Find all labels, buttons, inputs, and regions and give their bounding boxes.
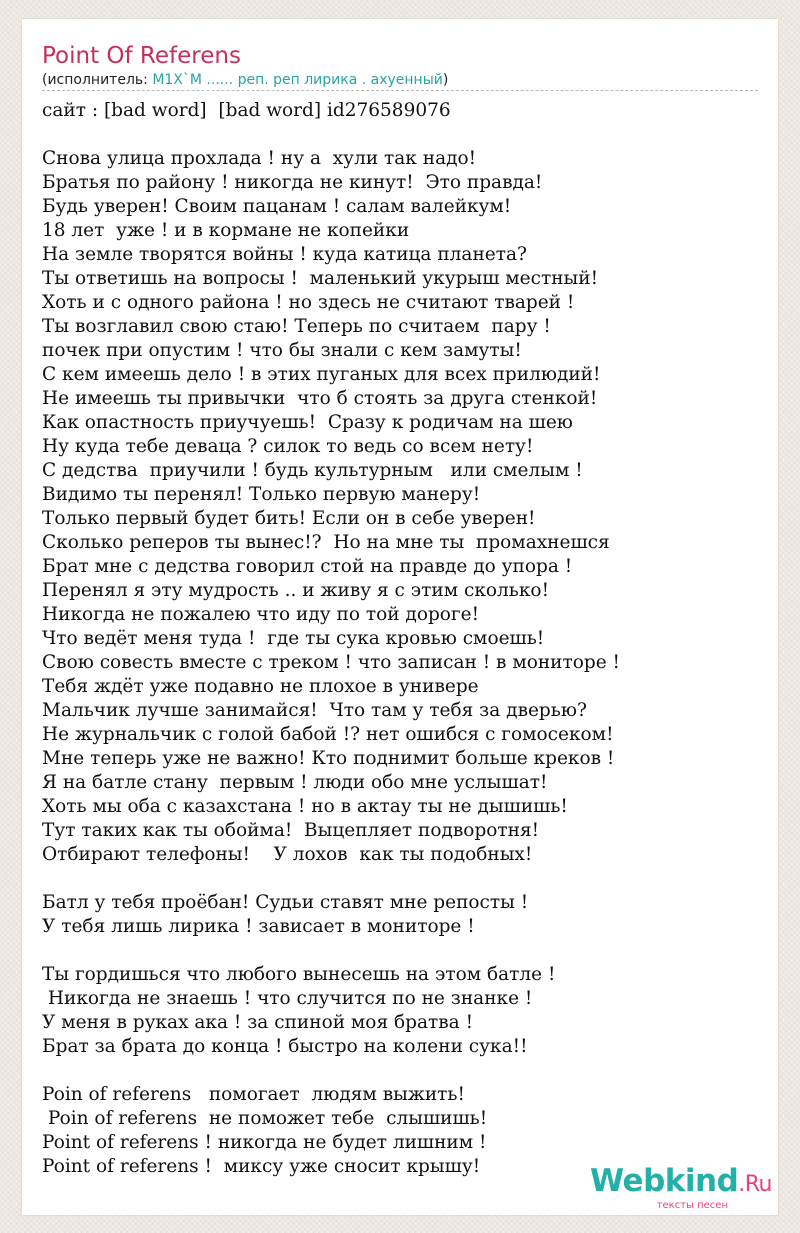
artist-prefix: (исполнитель: [42,72,153,88]
lyric-line: Отбирают телефоны! У лохов как ты подобных! [42,844,533,865]
lyric-line: Ну куда тебе деваца ? силок то ведь со всем нету! [42,436,534,457]
lyric-line: Ты гордишься что любого вынесешь на этом батле ! [42,964,556,985]
lyric-line: сайт : [bad word] [bad word] id276589076 [42,100,451,121]
lyric-line: Тебя ждёт уже подавно не плохое в универе [42,676,479,697]
lyric-blank-line [42,867,620,891]
lyric-line: Что ведёт меня туда ! где ты сука кровью смоешь! [42,628,545,649]
lyrics-text [42,99,620,1179]
lyric-line: У меня в руках ака ! за спиной моя братва ! [42,1012,474,1033]
lyric-line: Перенял я эту мудрость .. и живу я с этим сколько! [42,580,550,601]
lyric-blank-line [42,939,620,963]
lyric-line: Сколько реперов ты вынес!? Но на мне ты промахнешся [42,532,610,553]
lyric-line: Я на батле стану первым ! люди обо мне услышат! [42,772,548,793]
lyric-blank-line [42,123,620,147]
lyric-line: Point of referens ! никогда не будет лишним ! [42,1132,487,1153]
artist-line [42,71,758,91]
artist-link[interactable]: M1X`M ...... реп. реп лирика . ахуенный [152,72,443,88]
lyric-line: Хоть и с одного района ! но здесь не считают тварей ! [42,292,575,313]
lyric-line: Братья по району ! никогда не кинут! Это правда! [42,172,543,193]
lyric-line: Poin of referens помогает людям выжить! [42,1084,465,1105]
lyric-line: Снова улица прохлада ! ну а хули так надо! [42,148,477,169]
lyric-line: У тебя лишь лирика ! зависает в мониторе ! [42,916,475,937]
logo-tagline: тексты песен [656,1200,728,1211]
lyric-line: Никогда не пожалею что иду по той дороге! [42,604,480,625]
lyric-line: Тут таких как ты обойма! Выцепляет подворотня! [42,820,540,841]
lyric-line: Будь уверен! Своим пацанам ! салам валейкум! [42,196,512,217]
site-logo[interactable] [590,1165,772,1211]
lyric-line: Никогда не знаешь ! что случится по не знанке ! [42,988,533,1009]
lyric-line: Только первый будет бить! Если он в себе уверен! [42,508,536,529]
lyric-line: почек при опустим ! что бы знали с кем замуты! [42,340,522,361]
artist-suffix: ) [442,72,449,88]
logo-name: Webkind [589,1163,739,1199]
lyric-line: Хоть мы оба с казахстана ! но в актау ты не дышишь! [42,796,568,817]
lyric-line: Ты возглавил свою стаю! Теперь по считаем пару ! [42,316,551,337]
lyric-blank-line [42,1059,620,1083]
song-title: Point Of Referens [42,43,241,69]
lyric-line: На земле творятся войны ! куда катица планета? [42,244,527,265]
lyric-line: Как опастность приучуешь! Сразу к родичам на шею [42,412,573,433]
lyric-line: Не журнальчик с голой бабой !? нет ошибся с гомосеком! [42,724,614,745]
lyric-line: Свою совесть вместе с треком ! что записан ! в мониторе ! [42,652,620,673]
lyric-line: С кем имеешь дело ! в этих пуганых для всех прилюдий! [42,364,601,385]
lyric-line: 18 лет уже ! и в кормане не копейки [42,220,410,241]
lyric-line: Брат за брата до конца ! быстро на колени сука!! [42,1036,528,1057]
lyric-line: Poin of referens не поможет тебе слышишь! [42,1108,488,1129]
lyric-line: Мальчик лучше занимайся! Что там у тебя за дверью? [42,700,587,721]
lyric-line: Ты ответишь на вопросы ! маленький укурыш местный! [42,268,599,289]
lyrics-card [22,19,778,1215]
lyric-line: Батл у тебя проёбан! Судьи ставят мне репосты ! [42,892,529,913]
lyric-line: Видимо ты перенял! Только первую манеру! [42,484,481,505]
lyric-line: Point of referens ! миксу уже сносит крышу! [42,1156,481,1177]
lyric-line: Мне теперь уже не важно! Кто поднимит больше креков ! [42,748,615,769]
logo-tld: .Ru [738,1172,772,1197]
logo-wordmark [590,1165,772,1201]
lyric-line: Брат мне с дедства говорил стой на правде до упора ! [42,556,573,577]
lyric-line: С дедства приучили ! будь культурным или смелым ! [42,460,583,481]
lyric-line: Не имеешь ты привычки что б стоять за друга стенкой! [42,388,598,409]
